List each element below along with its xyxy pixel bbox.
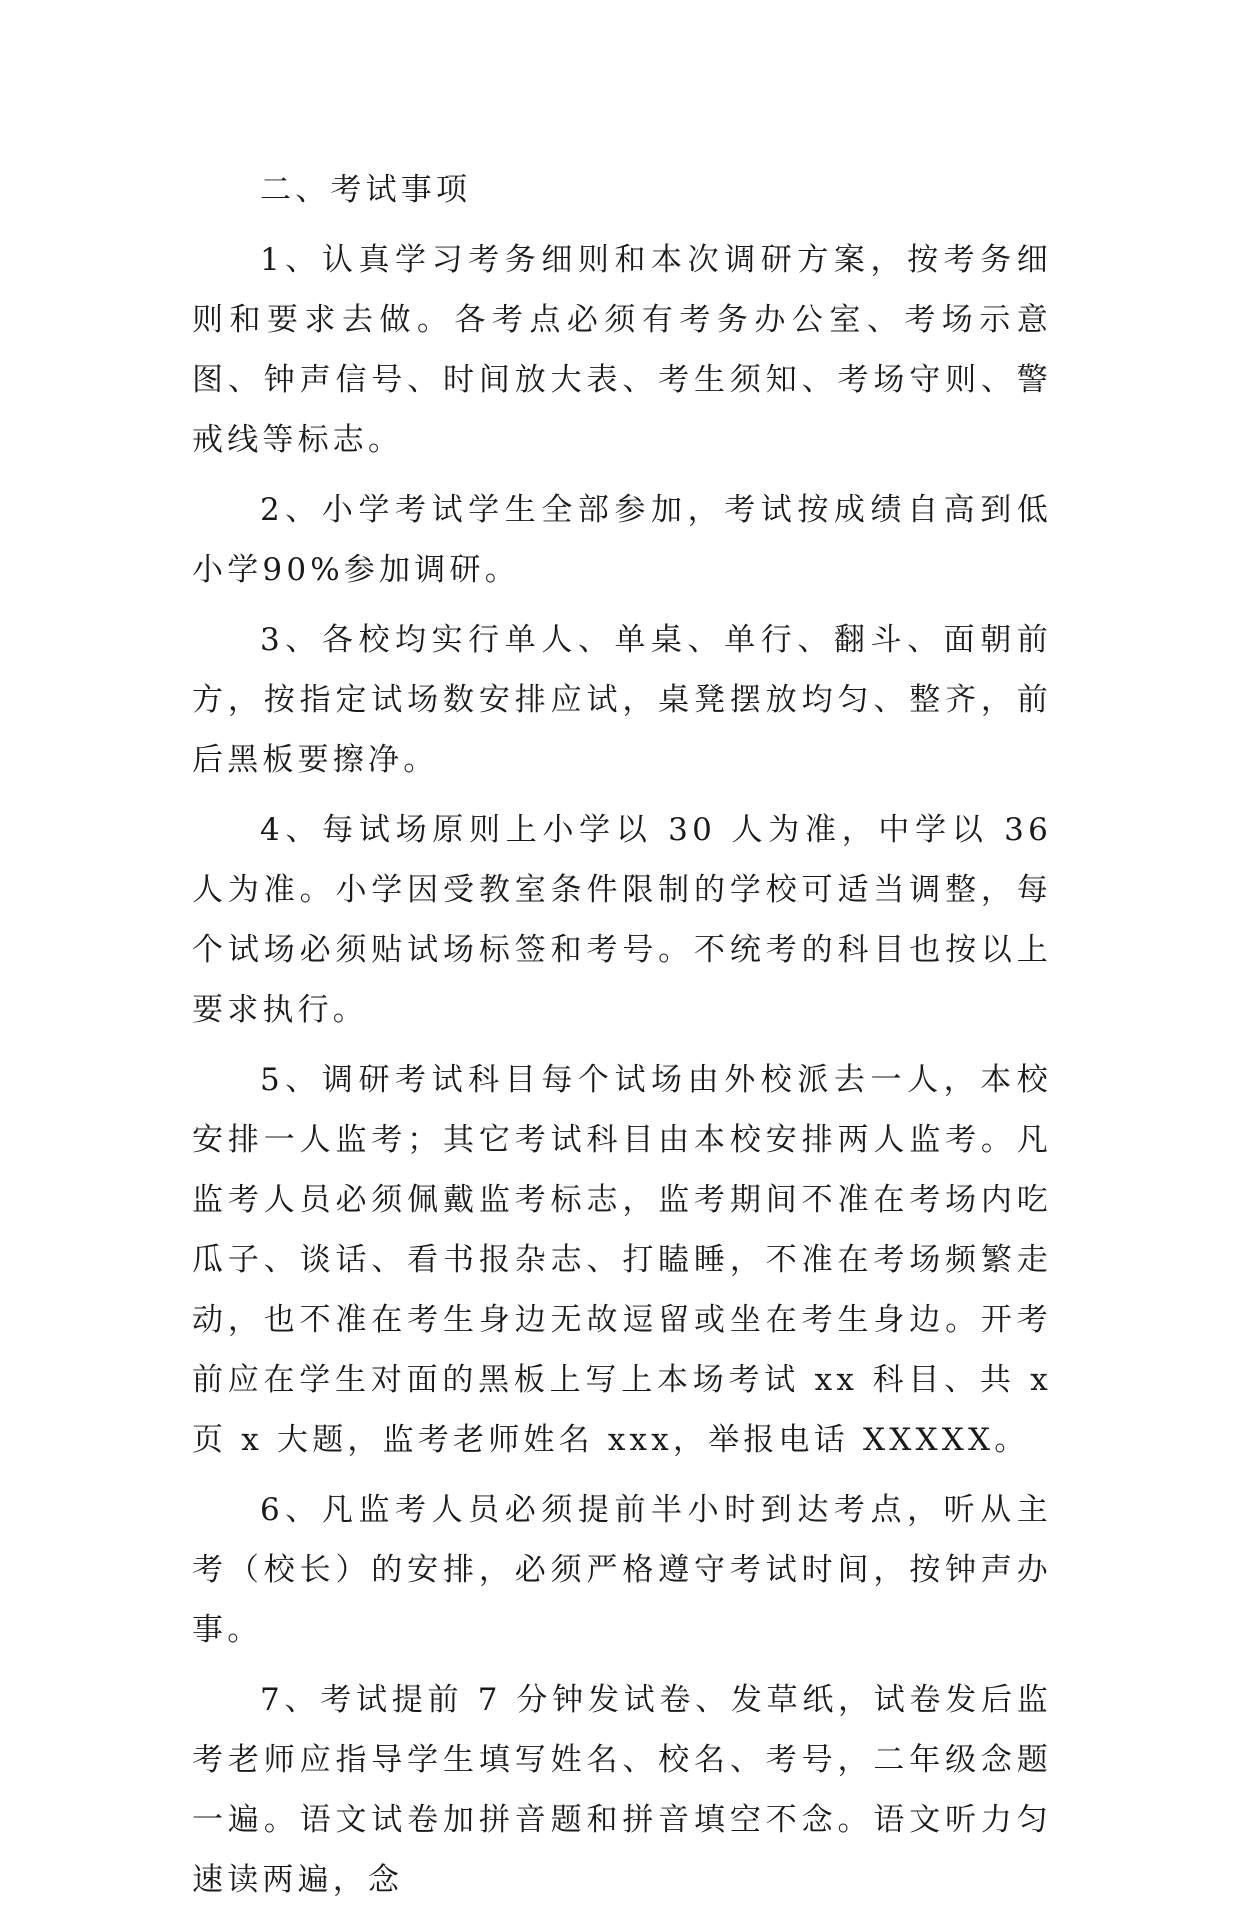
section-heading: 二、考试事项 xyxy=(260,172,472,208)
paragraph-item-4: 4、每试场原则上小学以 30 人为准，中学以 36 人为准。小学因受教室条件限制的学校可适当调整，每个试场必须贴试场标签和考号。不统考的科目也按以上要求执行。 xyxy=(192,812,1052,1028)
paragraph-item-3: 3、各校均实行单人、单桌、单行、翻斗、面朝前方，按指定试场数安排应试，桌凳摆放均匀、整齐，前后黑板要擦净。 xyxy=(192,622,1052,778)
paragraph-item-2: 2、小学考试学生全部参加，考试按成绩自高到低小学90%参加调研。 xyxy=(192,492,1052,588)
paragraph-item-5: 5、调研考试科目每个试场由外校派去一人，本校安排一人监考；其它考试科目由本校安排两人监考。凡监考人员必须佩戴监考标志，监考期间不准在考场内吃瓜子、谈话、看书报杂志、打瞌睡，不准在考场频繁走动，也不准在考生身边无故逗留或坐在考生身边。开考前应在学生对面的黑板上写上本场考试 xx 科目、共 x 页 x 大题，监考老师姓名 xxx，举报电话 XXXXX。 xyxy=(192,1062,1052,1458)
paragraph-item-6: 6、凡监考人员必须提前半小时到达考点，听从主考（校长）的安排，必须严格遵守考试时间，按钟声办事。 xyxy=(192,1492,1052,1648)
paragraph-item-1: 1、认真学习考务细则和本次调研方案，按考务细则和要求去做。各考点必须有考务办公室、考场示意图、钟声信号、时间放大表、考生须知、考场守则、警戒线等标志。 xyxy=(192,242,1052,458)
document-body xyxy=(192,160,1052,1910)
paragraph-item-7: 7、考试提前 7 分钟发试卷、发草纸，试卷发后监考老师应指导学生填写姓名、校名、考号，二年级念题一遍。语文试卷加拼音题和拼音填空不念。语文听力匀速读两遍，念 xyxy=(192,1682,1052,1898)
